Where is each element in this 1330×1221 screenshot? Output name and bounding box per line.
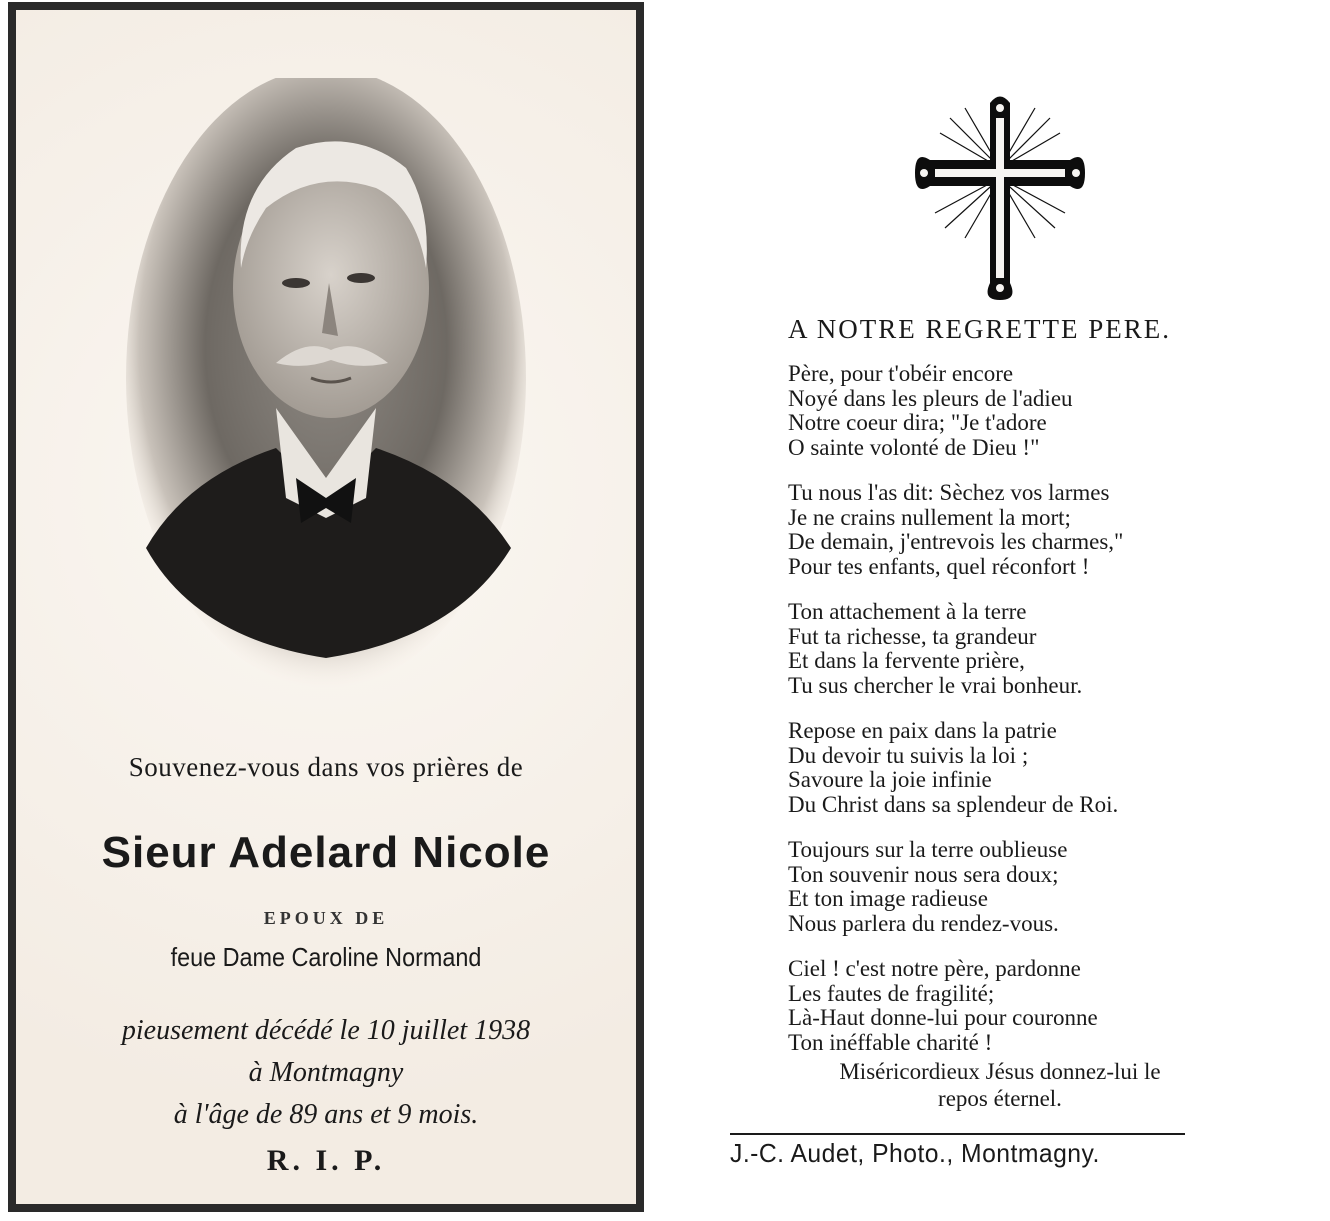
- poem: [788, 362, 1288, 1076]
- poem-line: Ton souvenir nous sera doux;: [788, 861, 1059, 887]
- poem-line: Ciel ! c'est notre père, pardonne: [788, 956, 1081, 981]
- poem-line: Ton attachement à la terre: [788, 599, 1027, 624]
- divider: [730, 1133, 1185, 1135]
- poem-line: Nous parlera du rendez-vous.: [788, 910, 1059, 936]
- closing-prayer: [760, 1058, 1240, 1112]
- death-details: [16, 1010, 636, 1136]
- poem-line: Je ne crains nullement la mort;: [788, 504, 1071, 530]
- poem-line: Les fautes de fragilité;: [788, 980, 995, 1006]
- spouse-label: EPOUX DE: [263, 908, 389, 928]
- closing-line: Miséricordieux Jésus donnez-lui le: [839, 1059, 1161, 1084]
- death-date: pieusement décédé le 10 juillet 1938: [121, 1015, 531, 1046]
- poem-stanza: [788, 481, 1288, 579]
- rip-text: R. I. P.: [266, 1144, 386, 1177]
- cross-icon: [910, 88, 1090, 303]
- death-age: à l'âge de 89 ans et 9 mois.: [173, 1099, 479, 1130]
- poem-line: Noyé dans les pleurs de l'adieu: [788, 385, 1073, 411]
- poem-stanza: [788, 838, 1288, 936]
- poem-stanza: [788, 362, 1288, 460]
- poem-stanza: [788, 957, 1288, 1055]
- poem-line: Toujours sur la terre oublieuse: [788, 837, 1068, 862]
- closing-line: repos éternel.: [938, 1086, 1062, 1111]
- remembrance-intro: Souvenez-vous dans vos prières de: [128, 752, 524, 782]
- poem-line: Et dans la fervente prière,: [788, 648, 1025, 673]
- poem-line: Fut ta richesse, ta grandeur: [788, 623, 1037, 649]
- spouse-name: feue Dame Caroline Normand: [170, 942, 482, 972]
- poem-line: Tu nous l'as dit: Sèchez vos larmes: [788, 480, 1110, 505]
- poem-line: Là-Haut donne-lui pour couronne: [788, 1005, 1098, 1030]
- poem-line: Ton inéffable charité !: [788, 1029, 993, 1055]
- poem-line: Repose en paix dans la patrie: [788, 718, 1057, 743]
- photographer-credit: J.-C. Audet, Photo., Montmagny.: [730, 1138, 1100, 1168]
- poem-line: Du Christ dans sa splendeur de Roi.: [788, 791, 1119, 817]
- poem-stanza: [788, 719, 1288, 817]
- poem-line: Savoure la joie infinie: [788, 767, 992, 792]
- deceased-name: Sieur Adelard Nicole: [101, 828, 551, 877]
- poem-line: Du devoir tu suivis la loi ;: [788, 742, 1029, 768]
- portrait-photo: [126, 78, 526, 698]
- poem-line: Père, pour t'obéir encore: [788, 361, 1014, 386]
- poem-line: Pour tes enfants, quel réconfort !: [788, 553, 1090, 579]
- poem-line: O sainte volonté de Dieu !": [788, 434, 1040, 460]
- poem-line: Notre coeur dira; "Je t'adore: [788, 410, 1047, 435]
- poem-title: A NOTRE REGRETTE PERE.: [788, 314, 1171, 344]
- poem-line: Tu sus chercher le vrai bonheur.: [788, 672, 1083, 698]
- card-paper: [16, 10, 636, 1204]
- poem-stanza: [788, 600, 1288, 698]
- poem-line: De demain, j'entrevois les charmes,": [788, 529, 1124, 554]
- poem-line: Et ton image radieuse: [788, 886, 988, 911]
- memorial-card-front: [8, 2, 644, 1212]
- death-place: à Montmagny: [248, 1057, 404, 1088]
